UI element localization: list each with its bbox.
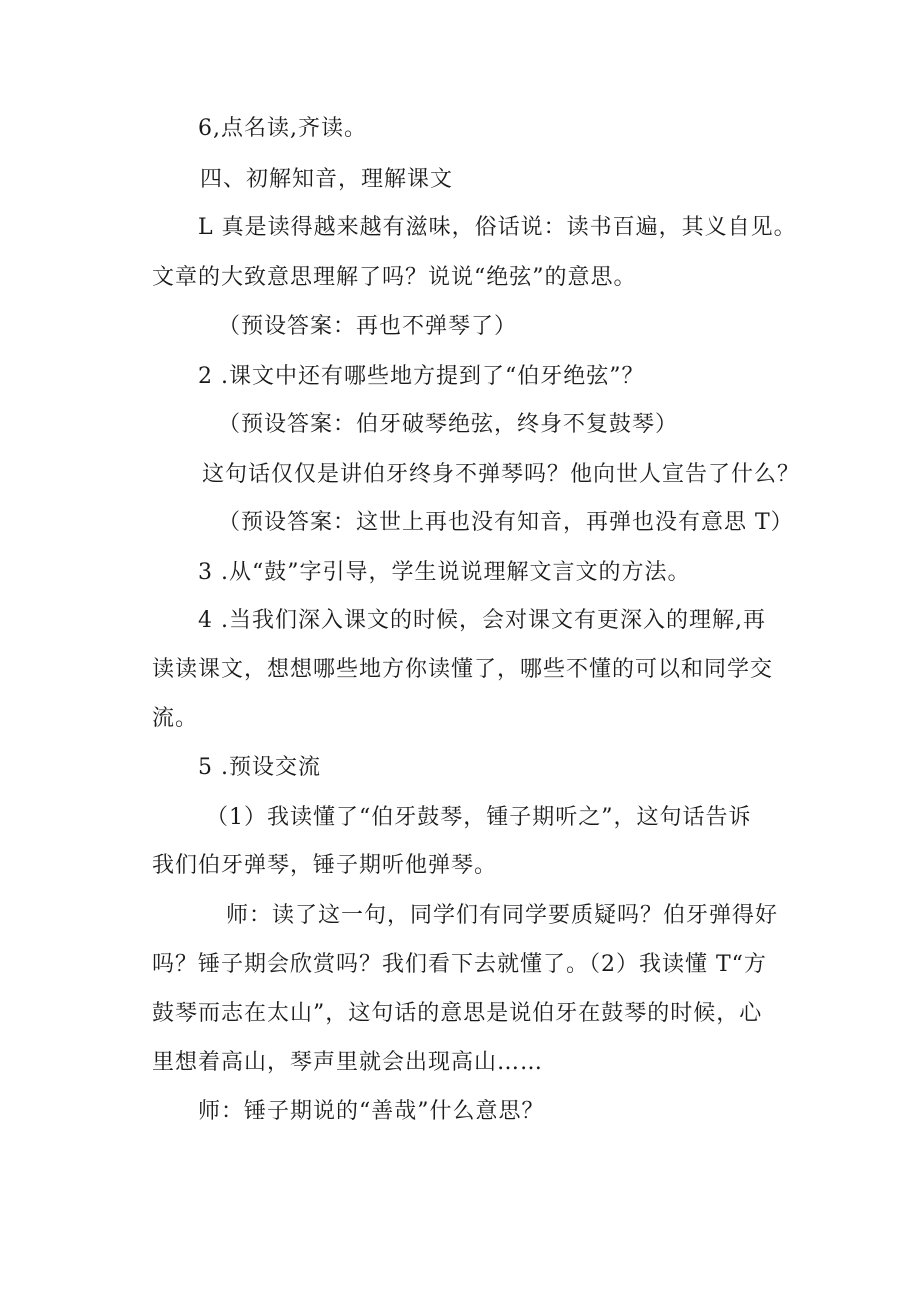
text-line: 鼓琴而志在太山”，这句话的意思是说伯牙在鼓琴的时候，心 [152,1001,763,1026]
text-line: 师：锤子期说的“善哉”什么意思？ [198,1099,545,1124]
text-line: 3 .从“鼓”字引导，学生说说理解文言文的方法。 [198,560,691,585]
text-line: （预设答案：再也不弹琴了） [218,314,518,339]
text-line: 师：读了这一句，同学们有同学要质疑吗？伯牙弹得好 [226,903,779,928]
text-line: 这句话仅仅是讲伯牙终身不弹琴吗？他向世人宣告了什么？ [202,462,801,487]
text-line: 5 .预设交流 [198,755,321,780]
text-line: 4 .当我们深入课文的时候，会对课文有更深入的理解,再 [198,608,766,633]
section-heading: 四、初解知音，理解课文 [200,167,454,192]
text-line: 吗？锤子期会欣赏吗？我们看下去就懂了。（2）我读懂 T“方 [152,952,767,977]
text-line: L 真是读得越来越有滋味，俗话说：读书百遍，其义自见。 [198,215,797,240]
text-line: 里想着高山，琴声里就会出现高山…… [152,1050,544,1075]
text-line: （1）我读懂了“伯牙鼓琴，锺子期听之”，这句话告诉 [206,805,752,830]
text-line: 我们伯牙弹琴，锤子期听他弹琴。 [152,853,498,878]
text-line: 6,点名读,齐读。 [198,116,367,141]
text-line: 读读课文，想想哪些地方你读懂了，哪些不懂的可以和同学交 [152,657,774,682]
text-line: （预设答案：伯牙破琴绝弦，终身不复鼓琴） [218,412,679,437]
text-line: 2 .课文中还有哪些地方提到了“伯牙绝弦”？ [198,364,645,389]
text-line: （预设答案：这世上再也没有知音，再弹也没有意思 T） [218,510,794,535]
text-line: 流。 [152,706,199,731]
text-line: 文章的大致意思理解了吗？说说“绝弦”的意思。 [152,265,637,290]
